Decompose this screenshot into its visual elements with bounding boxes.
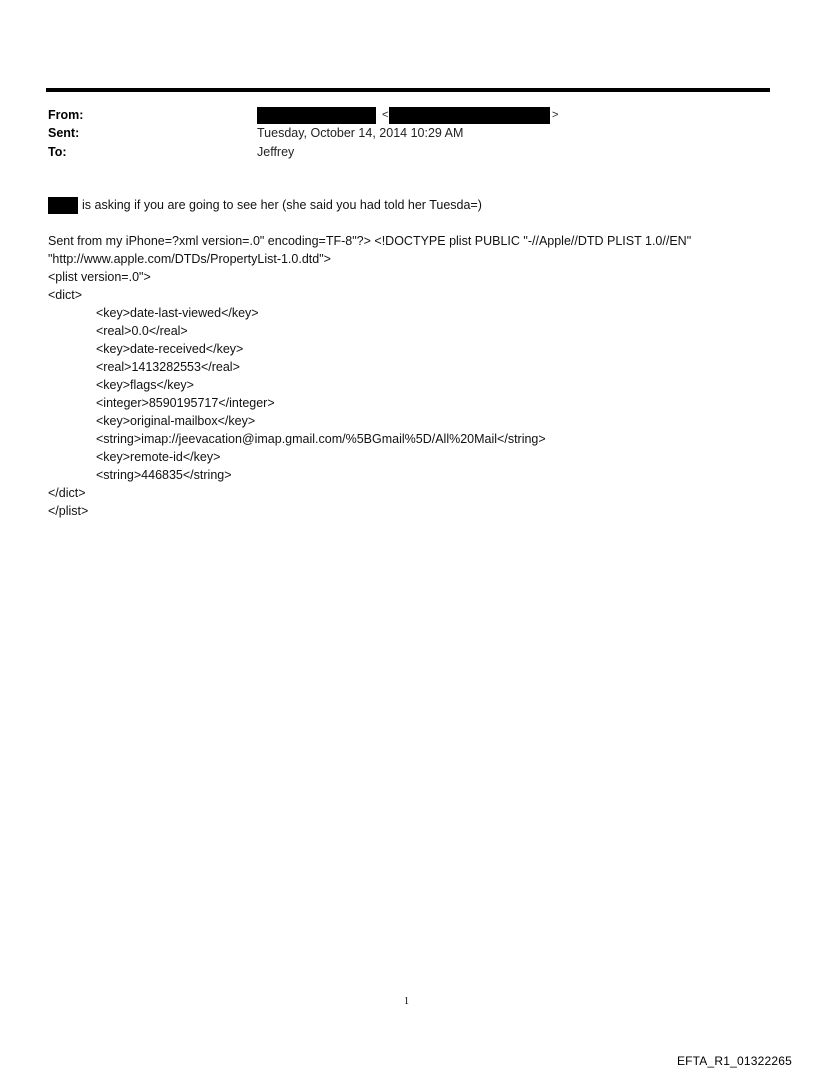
sent-label: Sent: [48,126,80,140]
body-line: <key>flags</key> [96,378,194,392]
message-text: is asking if you are going to see her (she said you had told her Tuesda=) [82,198,482,212]
redacted-sender-name [257,107,376,124]
body-line: <key>remote-id</key> [96,450,221,464]
sent-value: Tuesday, October 14, 2014 10:29 AM [257,126,464,140]
from-label: From: [48,108,84,122]
bates-number: EFTA_R1_01322265 [676,1054,792,1068]
from-close-bracket: > [552,109,559,121]
body-line: </dict> [48,486,86,500]
from-open-bracket: < [382,109,389,121]
body-line: <string>imap://jeevacation@imap.gmail.com/%5BGmail%5D/All%20Mail</string> [96,432,546,446]
to-value: Jeffrey [257,145,295,159]
body-line: </plist> [48,504,89,518]
body-line: Sent from my iPhone=?xml version=.0" encoding=TF-8"?> <!DOCTYPE plist PUBLIC "-//Apple//DTD PLIST 1.0//EN" [48,234,692,248]
body-line: <key>original-mailbox</key> [96,414,256,428]
body-line: "http://www.apple.com/DTDs/PropertyList-1.0.dtd"> [48,252,331,266]
header-rule [46,88,770,92]
body-line: <key>date-received</key> [96,342,244,356]
body-line: <string>446835</string> [96,468,232,482]
redacted-name [48,197,78,214]
body-line: <dict> [48,288,83,302]
page-number: 1 [404,996,409,1007]
body-line: <key>date-last-viewed</key> [96,306,259,320]
body-line: <real>1413282553</real> [96,360,240,374]
to-label: To: [48,145,67,159]
body-line: <plist version=.0"> [48,270,151,284]
body-line: <integer>8590195717</integer> [96,396,275,410]
redacted-sender-email [389,107,550,124]
body-line: <real>0.0</real> [96,324,188,338]
